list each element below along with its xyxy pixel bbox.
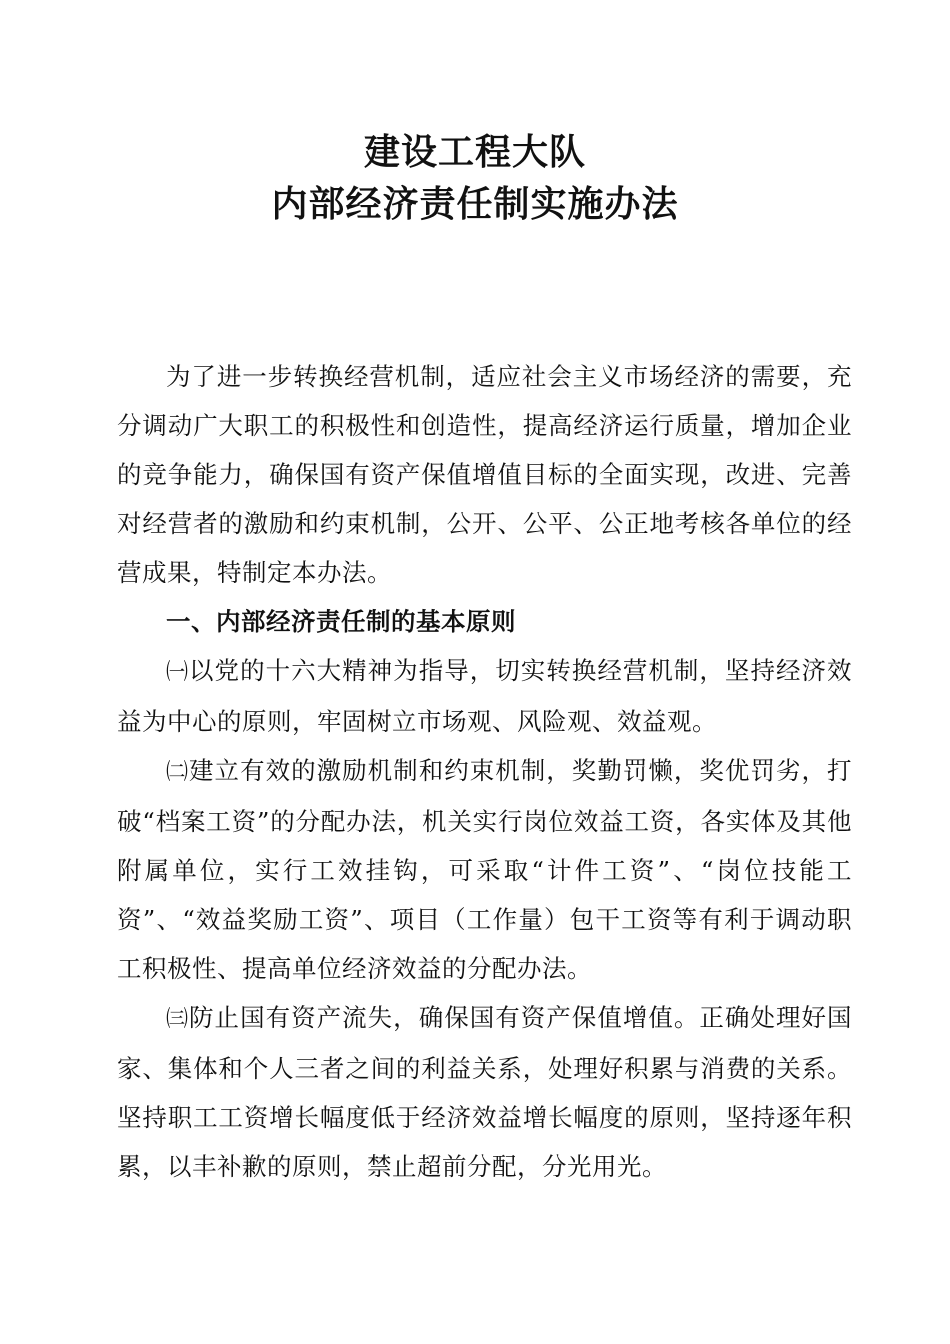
principle-item-3 (117, 993, 852, 1191)
document-title-line1: 建设工程大队 (363, 132, 586, 173)
item-marker: ㈠ (166, 660, 190, 685)
item-text: 建立有效的激励机制和约束机制，奖勤罚懒，奖优罚劣，打破“档案工资”的分配办法，机关实行岗位效益工资，各实体及其他附属单位，实行工效挂钩，可采取“计件工资”、“岗位技能工资”、“效益奖励工资”、项目（工作量）包干工资等有利于调动职工积极性、提高单位经济效益的分配办法。 (117, 756, 852, 983)
principle-item-2 (117, 746, 852, 993)
item-marker: ㈡ (166, 760, 190, 785)
document-body (117, 352, 852, 1191)
item-text: 防止国有资产流失，确保国有资产保值增值。正确处理好国家、集体和个人三者之间的利益关系，处理好积累与消费的关系。坚持职工工资增长幅度低于经济效益增长幅度的原则，坚持逐年积累，以丰补歉的原则，禁止超前分配，分光用光。 (117, 1003, 852, 1181)
item-marker: ㈢ (166, 1007, 190, 1032)
intro-paragraph: 为了进一步转换经营机制，适应社会主义市场经济的需要，充分调动广大职工的积极性和创造性，提高经济运行质量，增加企业的竞争能力，确保国有资产保值增值目标的全面实现，改进、完善对经营者的激励和约束机制，公开、公平、公正地考核各单位的经营成果，特制定本办法。 (117, 362, 852, 587)
item-text: 以党的十六大精神为指导，切实转换经营机制，坚持经济效益为中心的原则，牢固树立市场观、风险观、效益观。 (117, 656, 852, 736)
document-title-line2: 内部经济责任制实施办法 (271, 184, 679, 225)
section-heading-1: 一、内部经济责任制的基本原则 (166, 607, 516, 636)
principle-item-1 (117, 646, 852, 746)
